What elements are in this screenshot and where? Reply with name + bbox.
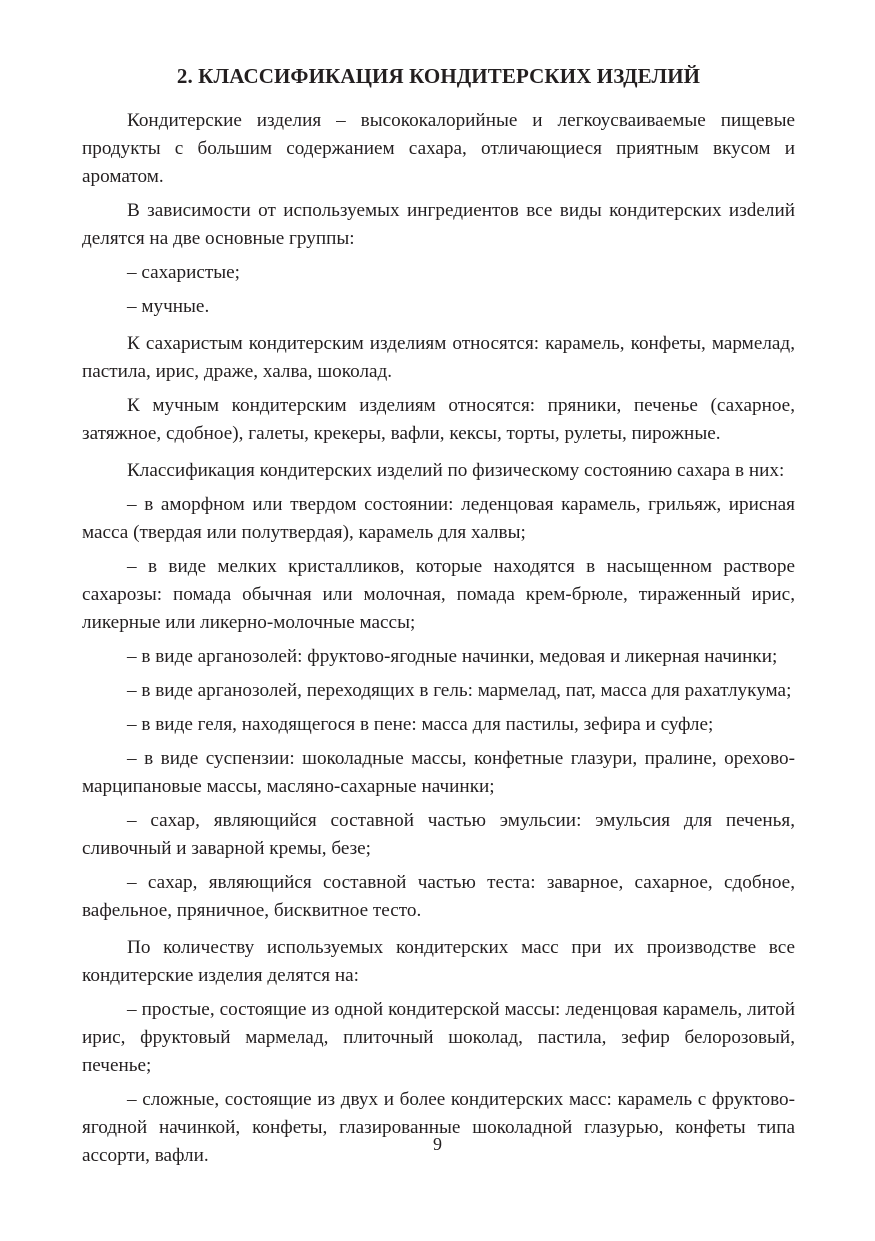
list-item-crystals: – в виде мелких кристалликов, которые находятся в насыщенном растворе сахарозы: помада обычная или молочная, помада крем-брюле, тираженный ирис, ликерные или ликерно-молочные массы; [82, 556, 795, 633]
list-item-amorphous: – в аморфном или твердом состоянии: леденцовая карамель, грильяж, ирисная масса (твердая или полутвердая), карамель для халвы; [82, 494, 795, 543]
list-item-sugary: – сахаристые; [127, 262, 241, 283]
document-page [82, 62, 795, 1170]
paragraph-sugar-state-intro: Классификация кондитерских изделий по физическому состоянию сахара в них: [127, 460, 785, 481]
paragraph-mass-count-intro: По количеству используемых кондитерских масс при их производстве все кондитерские изделия делятся на: [82, 937, 795, 986]
paragraph-sugary-products: К сахаристым кондитерским изделиям относятся: карамель, конфеты, мармелад, пастила, ирис, драже, халва, шоколад. [82, 333, 795, 382]
paragraph-definition: Кондитерские изделия – высококалорийные и легкоусваиваемые пищевые продукты с большим содержанием сахара, отличающиеся приятным вкусом и ароматом. [82, 110, 795, 187]
list-item-flour: – мучные. [127, 296, 210, 317]
list-item-dough: – сахар, являющийся составной частью теста: заварное, сахарное, сдобное, вафельное, пряничное, бисквитное тесто. [82, 872, 795, 921]
paragraph-flour-products: К мучным кондитерским изделиям относятся: пряники, печенье (сахарное, затяжное, сдобное), галеты, крекеры, вафли, кексы, торты, рулеты, пирожные. [82, 395, 795, 444]
list-item-sols-gel: – в виде арганозолей, переходящих в гель: мармелад, пат, масса для рахатлукума; [127, 680, 792, 701]
list-item-complex: – сложные, состоящие из двух и более кондитерских масс: карамель с фруктово-ягодной начинкой, конфеты, глазированные шоколадной глазурью, конфеты типа ассорти, вафли. [82, 1089, 795, 1166]
list-item-gel-foam: – в виде геля, находящегося в пене: масса для пастилы, зефира и суфле; [127, 714, 714, 735]
list-item-simple: – простые, состоящие из одной кондитерской массы: леденцовая карамель, литой ирис, фруктовый мармелад, плиточный шоколад, пастила, зефир белорозовый, печенье; [82, 999, 795, 1076]
chapter-title: 2. КЛАССИФИКАЦИЯ КОНДИТЕРСКИХ ИЗДЕЛИЙ [176, 64, 701, 88]
paragraph-groups-intro: В зависимости от используемых ингредиентов все виды кондитерских изdелий делятся на две основные группы: [82, 200, 795, 249]
list-item-emulsion: – сахар, являющийся составной частью эмульсии: эмульсия для печенья, сливочный и заварной кремы, безе; [82, 810, 795, 859]
list-item-suspension: – в виде суспензии: шоколадные массы, конфетные глазури, пралине, орехово-марципановые массы, масляно-сахарные начинки; [82, 748, 795, 797]
list-item-sols: – в виде арганозолей: фруктово-ягодные начинки, медовая и ликерная начинки; [127, 646, 778, 667]
page-number: 9 [433, 1134, 442, 1154]
